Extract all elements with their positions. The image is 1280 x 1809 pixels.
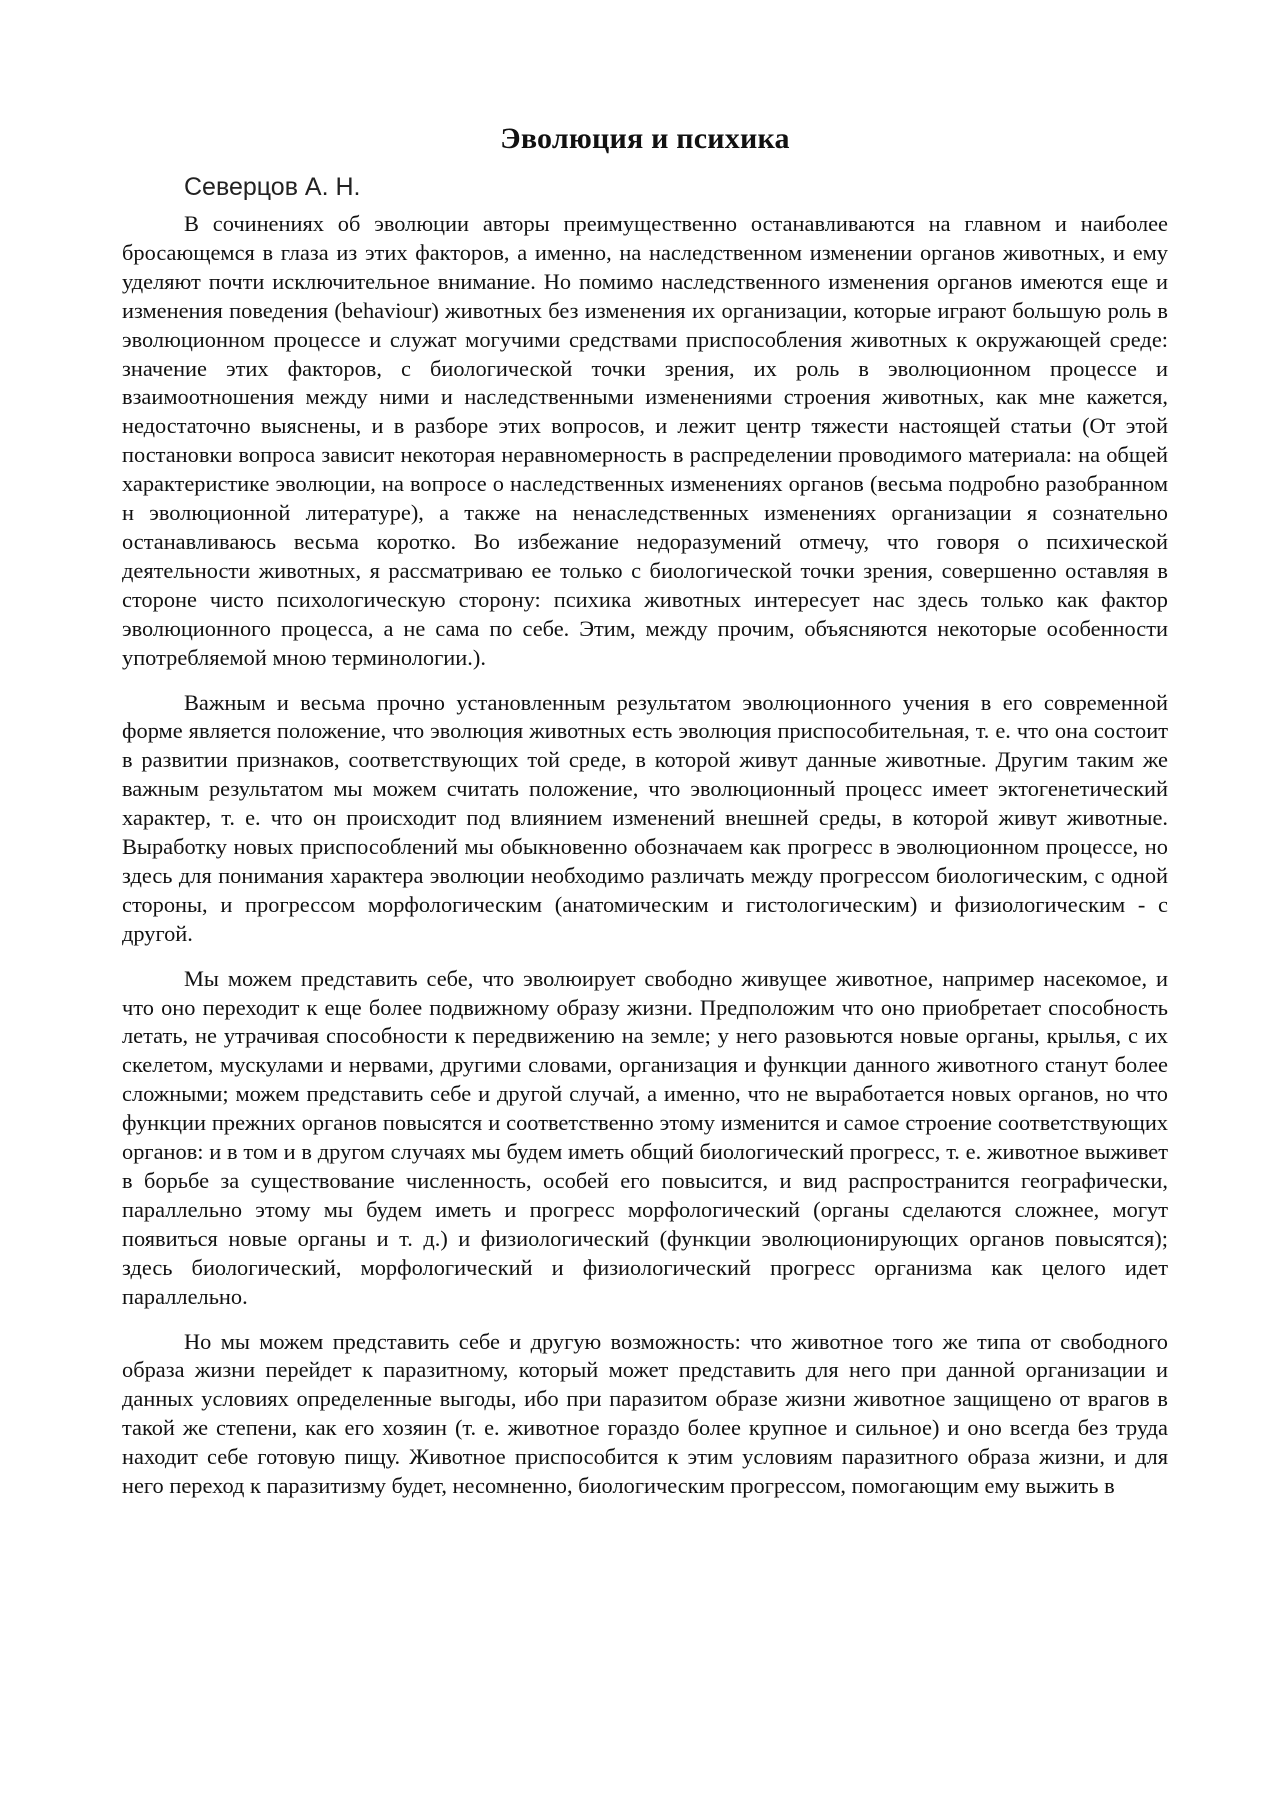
document-title: Эволюция и психика — [500, 122, 790, 155]
document-author: Северцов А. Н. — [184, 173, 361, 201]
document-body — [122, 120, 1168, 1501]
paragraph-4: Но мы можем представить себе и другую возможность: что животное того же типа от свободного образа жизни перейдет к паразитному, который может представить для него при данной организации и данных условиях определенные выгоды, ибо при паразитом образе жизни животное защищено от врагов в такой же степени, как его хозяин (т. е. животное гораздо более крупное и сильное) и оно всегда без труда находит себе готовую пищу. Животное приспособится к этим условиям паразитного образа жизни, и для него переход к паразитизму будет, несомненно, биологическим прогрессом, помогающим ему выжить в — [122, 1328, 1168, 1499]
paragraph-2: Важным и весьма прочно установленным результатом эволюционного учения в его современной форме является положение, что эволюция животных есть эволюция приспособительная, т. е. что она состоит в развитии признаков, соответствующих той среде, в которой живут данные животные. Другим таким же важным результатом мы можем считать положение, что эволюционный процесс имеет эктогенетический характер, т. е. что он происходит под влиянием изменений внешней среды, в которой живут животные. Выработку новых приспособлений мы обыкновенно обозначаем как прогресс в эволюционном процессе, но здесь для понимания характера эволюции необходимо различать между прогрессом биологическим, с одной стороны, и прогрессом морфологическим (анатомическим и гистологическим) и физиологическим - с другой. — [122, 689, 1168, 946]
paragraph-1: В сочинениях об эволюции авторы преимущественно останавливаются на главном и наиболее бросающемся в глаза из этих факторов, а именно, на наследственном изменении органов животных, и ему уделяют почти исключительное внимание. Но помимо наследственного изменения органов имеются еще и изменения поведения (behaviour) животных без изменения их организации, которые играют большую роль в эволюционном процессе и служат могучими средствами приспособления животных к окружающей среде: значение этих факторов, с биологической точки зрения, их роль в эволюционном процессе и взаимоотношения между ними и наследственными изменениями строения животных, как мне кажется, недостаточно выяснены, и в разборе этих вопросов, и лежит центр тяжести настоящей статьи (От этой постановки вопроса зависит некоторая неравномерность в распределении проводимого материала: на общей характеристике эволюции, на вопросе о наследственных изменениях органов (весьма подробно разобранном н эволюционной литературе), а также на ненаследственных изменениях организации я сознательно останавливаюсь весьма коротко. Во избежание недоразумений отмечу, что говоря о психической деятельности животных, я рассматриваю ее только с биологической точки зрения, совершенно оставляя в стороне чисто психологическую сторону: психика животных интересует нас здесь только как фактор эволюционного процесса, а не сама по себе. Этим, между прочим, объясняются некоторые особенности употребляемой мною терминологии.). — [122, 211, 1168, 670]
paragraph-3: Мы можем представить себе, что эволюирует свободно живущее животное, например насекомое, и что оно переходит к еще более подвижному образу жизни. Предположим что оно приобретает способность летать, не утрачивая способности к передвижению на земле; у него разовьются новые органы, крылья, с их скелетом, мускулами и нервами, другими словами, организация и функции данного животного станут более сложными; можем представить себе и другой случай, а именно, что не выработается новых органов, но что функции прежних органов повысятся и соответственно этому изменится и самое строение соответствующих органов: и в том и в другом случаях мы будем иметь общий биологический прогресс, т. е. животное выживет в борьбе за существование численность, особей его повысится, и вид распространится географически, параллельно этому мы будем иметь и прогресс морфологический (органы сделаются сложнее, могут появиться новые органы и т. д.) и физиологический (функции эволюционирующих органов повысятся); здесь биологический, морфологический и физиологический прогресс организма как целого идет параллельно. — [122, 965, 1168, 1309]
